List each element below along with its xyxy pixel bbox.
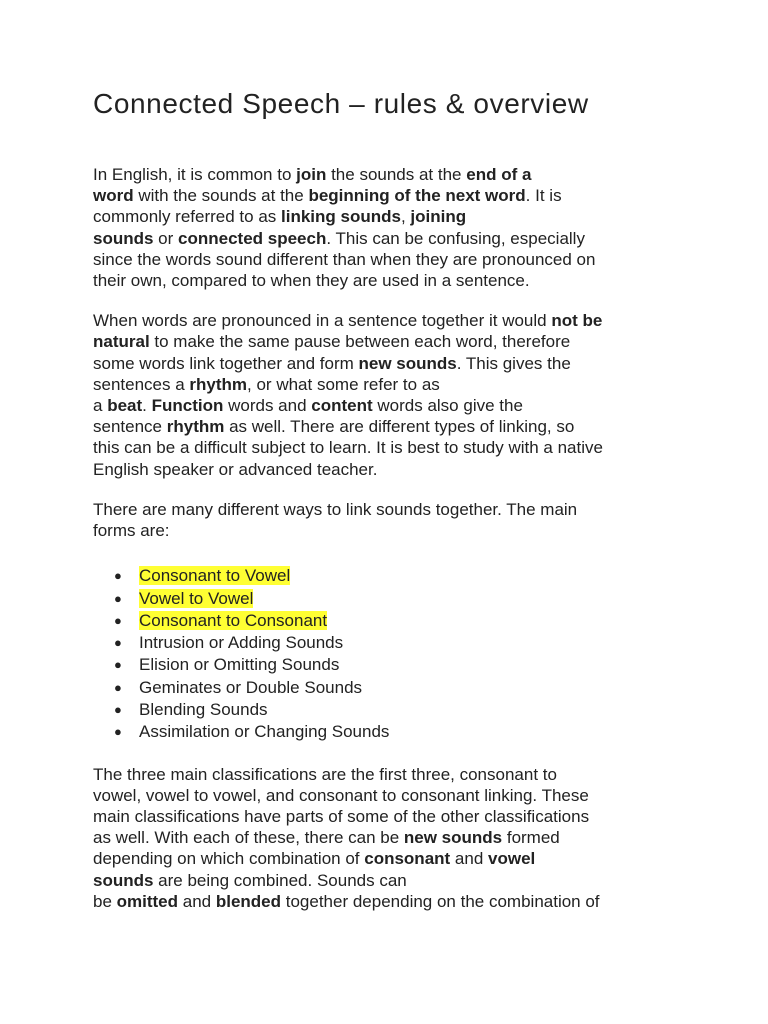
text-run: forms are: [93,521,170,541]
bold-term: word [93,186,134,206]
text-run: , or what some refer to as [247,374,440,394]
list-item [93,654,683,676]
bullet-icon: ● [114,635,122,651]
text-run: . It is [525,186,562,206]
bold-term: vowel [488,849,536,869]
bold-term: join [296,165,327,184]
bullet-icon: ● [114,657,122,673]
text-run: In English, it is common to [93,165,297,184]
bold-term: end of a [466,165,532,184]
bullet-icon: ● [114,679,122,695]
bullet-icon: ● [114,724,122,740]
text-run: There are many different ways to link sounds together. The main [93,499,578,519]
text-run: English speaker or advanced teacher. [93,459,378,479]
bold-term: joining [410,207,467,227]
text-run: with the sounds at the [133,186,309,206]
document-page [93,84,683,912]
text-run: depending on which combination of [93,849,365,869]
bold-term: rhythm [166,417,225,437]
text-run: and [178,891,216,911]
text-run: When words are pronounced in a sentence together it would [93,311,552,331]
text-run: a [93,396,108,416]
bold-term: new sounds [403,828,503,848]
bold-term: consonant [364,849,451,869]
intro-paragraph [93,164,683,291]
bold-term: content [311,396,373,416]
bullet-icon: ● [114,612,122,628]
text-run: words and [223,396,312,416]
bold-term: natural [93,332,150,352]
text-run: formed [502,828,560,848]
text-run: as well. With each of these, there can be [93,828,404,848]
bold-term: beat [107,396,143,416]
list-item [93,699,683,721]
bold-term: beginning of the next word [308,186,526,206]
bold-term: sounds [93,870,154,890]
classifications-paragraph [93,764,683,912]
rhythm-paragraph [93,310,683,480]
text-run: , [400,207,411,227]
list-item [93,632,683,654]
bullet-icon: ● [114,702,122,718]
bold-term: rhythm [189,374,248,394]
list-item [93,565,683,587]
bold-term: Function [151,396,224,416]
list-item [93,588,683,610]
list-item-label: Intrusion or Adding Sounds [139,633,344,653]
text-run: and [450,849,489,869]
bold-term: omitted [116,891,179,911]
text-run: words also give the [372,396,523,416]
bold-term: connected speech [178,228,327,248]
list-item-label: Vowel to Vowel [139,588,254,608]
bullet-icon: ● [114,568,122,584]
text-run: together depending on the combination of [281,891,600,911]
bold-term: blended [215,891,282,911]
forms-intro-paragraph [93,499,683,541]
text-run: commonly referred to as [93,207,282,227]
text-run: vowel, vowel to vowel, and consonant to consonant linking. These [93,785,589,805]
list-item-label: Consonant to Vowel [139,566,291,586]
text-run: . This gives the [456,353,571,373]
list-item [93,721,683,743]
text-run: The three main classifications are the first three, consonant to [93,764,557,784]
list-item-label: Assimilation or Changing Sounds [139,722,390,742]
linking-forms-list [93,565,683,743]
text-run: . This can be confusing, especially [326,228,585,248]
list-item-label: Blending Sounds [139,700,268,720]
text-run: since the words sound different than when they are pronounced on [93,249,596,269]
text-run: be [93,891,117,911]
text-run: some words link together and form [93,353,359,373]
text-run: sentences a [93,374,190,394]
list-item [93,677,683,699]
page-title: Connected Speech – rules & overview [93,88,589,119]
bold-term: new sounds [358,353,457,373]
text-run: their own, compared to when they are used in a sentence. [93,271,530,291]
text-run: are being combined. Sounds can [153,870,407,890]
bold-term: sounds [93,228,154,248]
list-item-label: Geminates or Double Sounds [139,677,363,697]
text-run: this can be a difficult subject to learn. It is best to study with a native [93,438,603,458]
bold-term: linking sounds [281,207,401,227]
text-run: the sounds at the [326,165,467,184]
text-run: . [142,396,152,416]
bullet-icon: ● [114,590,122,606]
text-run: main classifications have parts of some of the other classifications [93,807,590,827]
text-run: to make the same pause between each word, therefore [149,332,571,352]
list-item-label: Elision or Omitting Sounds [139,655,340,675]
text-run: or [153,228,179,248]
text-run: as well. There are different types of linking, so [224,417,575,437]
list-item-label: Consonant to Consonant [139,610,328,630]
text-run: sentence [93,417,167,437]
list-item [93,610,683,632]
bold-term: not be [551,311,603,331]
